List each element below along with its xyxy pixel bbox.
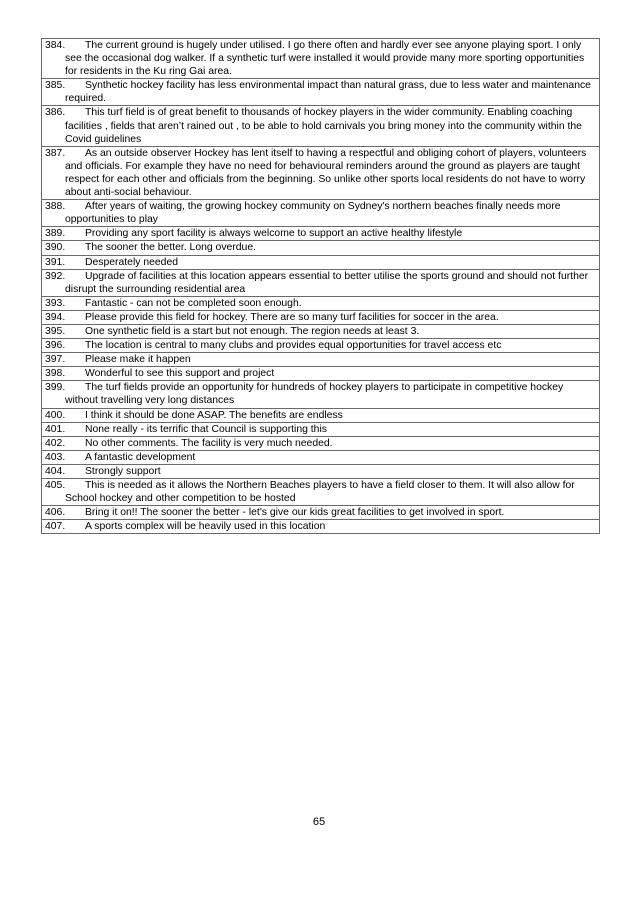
comment-cell <box>42 353 600 367</box>
comment-cell <box>42 255 600 269</box>
comment-cell <box>42 146 600 199</box>
comment-text: None really - its terrific that Council is supporting this <box>85 423 327 435</box>
table-row <box>42 353 600 367</box>
comment-text: Please provide this field for hockey. There are so many turf facilities for soccer in the area. <box>85 311 499 323</box>
table-row <box>42 106 600 146</box>
table-row <box>42 310 600 324</box>
table-row <box>42 450 600 464</box>
comment-number: 402. <box>45 437 66 449</box>
comment-cell <box>42 227 600 241</box>
comment-number: 396. <box>45 340 66 352</box>
table-row <box>42 227 600 241</box>
comment-number: 404. <box>45 465 66 477</box>
comment-cell <box>42 408 600 422</box>
comment-cell <box>42 422 600 436</box>
table-row <box>42 464 600 478</box>
comment-text: The sooner the better. Long overdue. <box>85 242 256 254</box>
comment-cell <box>42 436 600 450</box>
table-row <box>42 408 600 422</box>
table-row <box>42 79 600 106</box>
comment-text: This is needed as it allows the Northern Beaches players to have a field closer to them. It will also allow for School hockey and other competition to be hosted <box>65 480 575 505</box>
comment-text: Providing any sport facility is always welcome to support an active healthy lifestyle <box>85 228 463 240</box>
comment-text: The location is central to many clubs and provides equal opportunities for travel access etc <box>85 340 502 352</box>
comment-text: This turf field is of great benefit to thousands of hockey players in the wider community. Enabling coaching facilities , fields that aren’t rained out , to be able to hold carnivals you bring money into the community within the Covid guidelines <box>65 107 582 145</box>
comment-number: 393. <box>45 297 66 309</box>
comment-text: I think it should be done ASAP. The benefits are endless <box>85 409 343 421</box>
comments-table <box>41 38 600 534</box>
comment-cell <box>42 200 600 227</box>
comment-text: Please make it happen <box>85 354 191 366</box>
comment-cell <box>42 381 600 408</box>
comment-cell <box>42 106 600 146</box>
comment-text: A sports complex will be heavily used in this location <box>85 521 326 533</box>
comment-cell <box>42 241 600 255</box>
comment-text: Desperately needed <box>85 256 179 268</box>
table-row <box>42 520 600 534</box>
table-row <box>42 255 600 269</box>
comment-cell <box>42 450 600 464</box>
comment-number: 403. <box>45 451 66 463</box>
comment-number: 407. <box>45 521 66 533</box>
table-row <box>42 200 600 227</box>
table-row <box>42 296 600 310</box>
comment-text: Bring it on!! The sooner the better - let's give our kids great facilities to get involved in sport. <box>85 507 505 519</box>
comment-number: 400. <box>45 409 66 421</box>
comment-text: One synthetic field is a start but not enough. The region needs at least 3. <box>85 325 420 337</box>
comment-cell <box>42 464 600 478</box>
table-row <box>42 324 600 338</box>
comment-text: A fantastic development <box>85 451 196 463</box>
comment-text: Upgrade of facilities at this location appears essential to better utilise the sports ground and should not further disrupt the surrounding residential area <box>65 270 589 295</box>
comment-cell <box>42 296 600 310</box>
comment-cell <box>42 79 600 106</box>
table-row <box>42 422 600 436</box>
table-row <box>42 241 600 255</box>
comment-number: 391. <box>45 256 66 268</box>
comment-number: 389. <box>45 228 66 240</box>
comment-cell <box>42 269 600 296</box>
comment-number: 405. <box>45 480 66 491</box>
comment-number: 384. <box>45 40 66 51</box>
comment-text: Strongly support <box>85 465 161 477</box>
comment-text: Synthetic hockey facility has less environmental impact than natural grass, due to less water and maintenance required. <box>65 80 591 105</box>
comment-text: Wonderful to see this support and project <box>85 368 275 380</box>
comment-cell <box>42 324 600 338</box>
comment-cell <box>42 339 600 353</box>
comment-text: After years of waiting, the growing hockey community on Sydney's northern beaches finally needs more opportunities to play <box>65 201 561 226</box>
table-row <box>42 381 600 408</box>
comment-number: 394. <box>45 311 66 323</box>
table-row <box>42 436 600 450</box>
comment-cell <box>42 367 600 381</box>
table-row <box>42 506 600 520</box>
comment-cell <box>42 39 600 79</box>
comment-number: 386. <box>45 107 66 119</box>
table-row <box>42 339 600 353</box>
comment-text: As an outside observer Hockey has lent itself to having a respectful and obliging cohort of players, volunteers and officials. For example they have no need for behavioural reminders around the ground as players are taught respect for each other and officials from the beginning. So unlike other sports local residents do not have to worry about anti-social behaviour. <box>65 147 587 199</box>
comment-text: No other comments. The facility is very much needed. <box>85 437 333 449</box>
comment-number: 392. <box>45 270 66 282</box>
table-row <box>42 367 600 381</box>
table-row <box>42 39 600 79</box>
page-number: 65 <box>312 816 326 828</box>
comment-number: 406. <box>45 507 66 519</box>
comment-text: The turf fields provide an opportunity for hundreds of hockey players to participate in competitive hockey without travelling very long distances <box>65 382 564 407</box>
comment-number: 401. <box>45 423 66 435</box>
comment-cell <box>42 310 600 324</box>
table-row <box>42 479 600 506</box>
comment-number: 399. <box>45 382 66 394</box>
comment-text: The current ground is hugely under utilised. I go there often and hardly ever see anyone playing sport. I only see the occasional dog walker. If a synthetic turf were installed it would provide many more sporting opportunities for residents in the Ku ring Gai area. <box>65 40 585 78</box>
comment-number: 398. <box>45 368 66 380</box>
comment-number: 395. <box>45 325 66 337</box>
comment-cell <box>42 479 600 506</box>
comment-number: 397. <box>45 354 66 366</box>
comment-number: 388. <box>45 201 66 213</box>
comment-number: 390. <box>45 242 66 254</box>
comment-cell <box>42 506 600 520</box>
comment-cell <box>42 520 600 534</box>
table-row <box>42 146 600 199</box>
comment-text: Fantastic - can not be completed soon enough. <box>85 297 302 309</box>
comment-number: 385. <box>45 80 66 92</box>
comment-number: 387. <box>45 147 66 159</box>
table-row <box>42 269 600 296</box>
